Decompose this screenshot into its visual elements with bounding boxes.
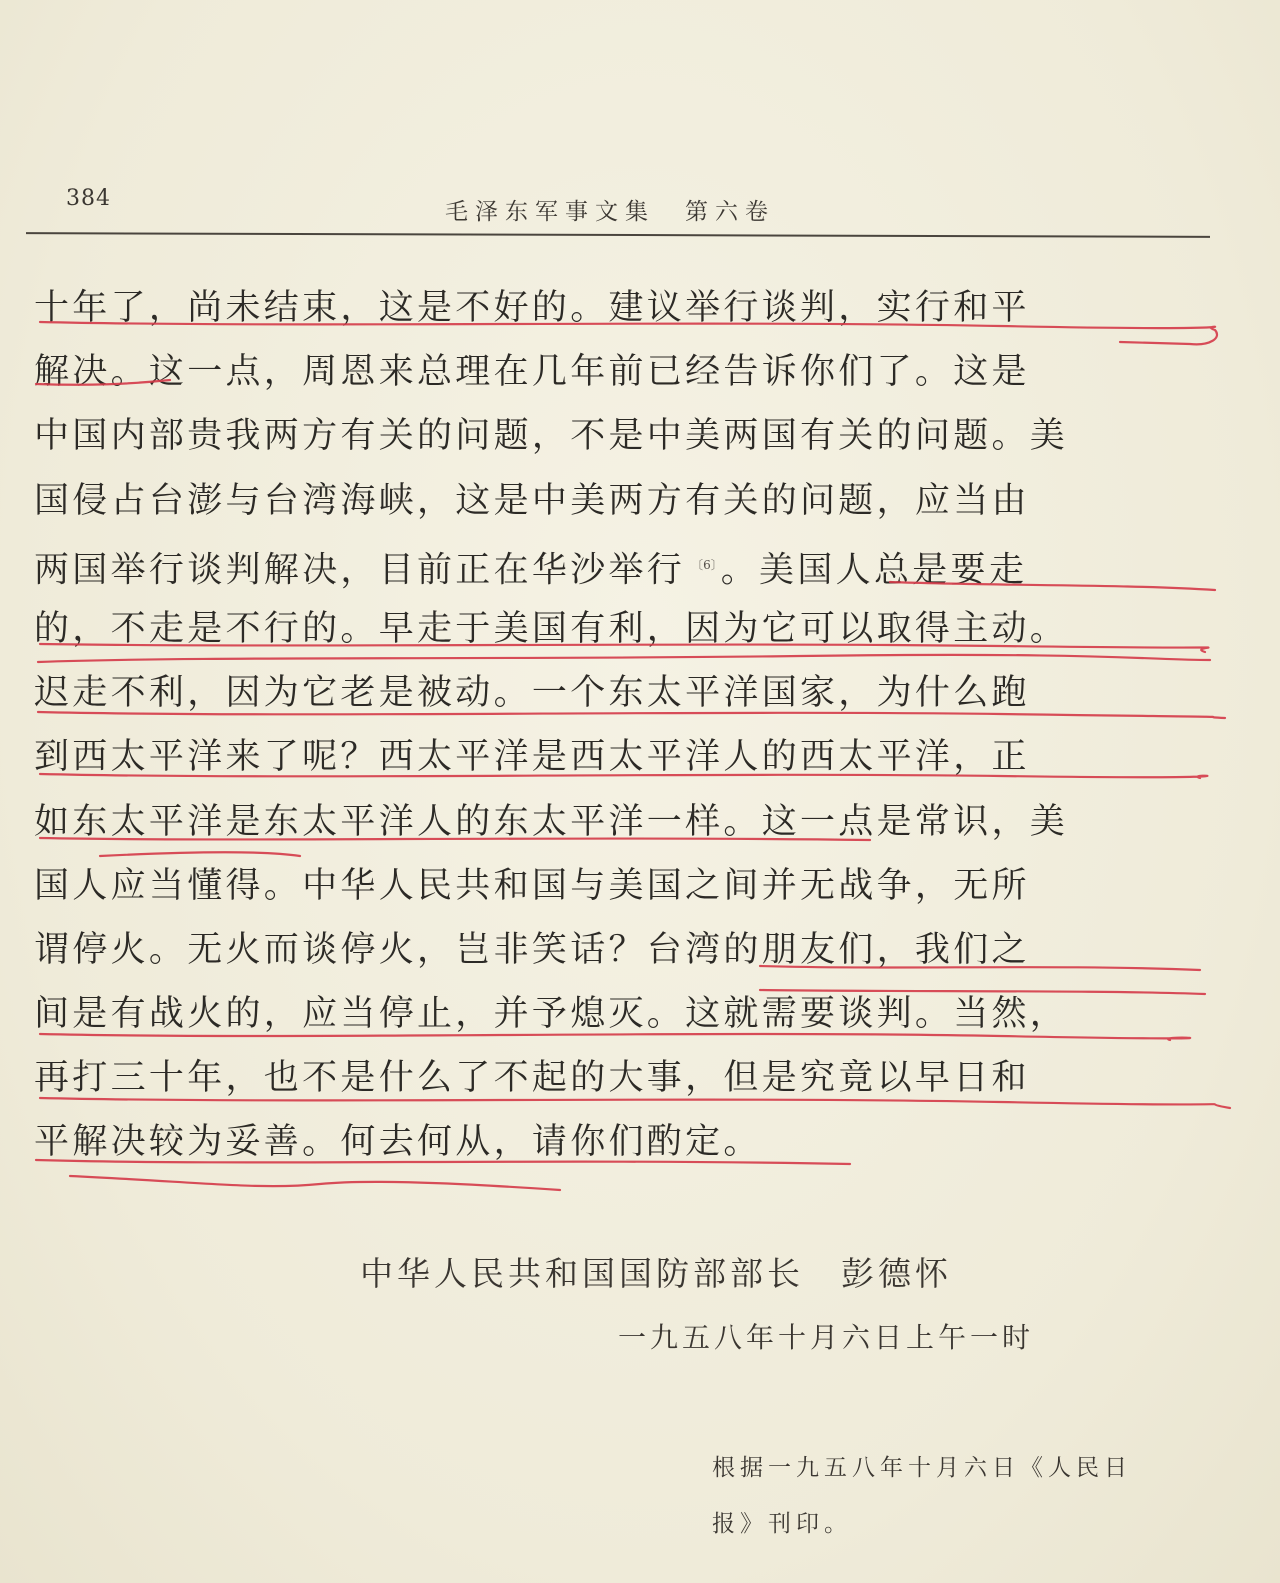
text-line: 谓停火。无火而谈停火，岂非笑话？台湾的朋友们，我们之 <box>34 929 1030 970</box>
text-line: 平解决较为妥善。何去何从，请你们酌定。 <box>34 1122 762 1163</box>
text-line: 再打三十年，也不是什么了不起的大事，但是究竟以早日和 <box>34 1058 1030 1099</box>
body-text <box>34 276 1214 1175</box>
source-note <box>712 1440 1212 1552</box>
text-line: 十年了，尚未结束，这是不好的。建议举行谈判，实行和平 <box>34 288 1030 328</box>
footnote-marker: 〔6〕 <box>691 557 717 572</box>
header-rule <box>26 232 1210 238</box>
running-head-title: 毛泽东军事文集 第六卷 <box>445 199 775 225</box>
signature-line: 中华人民共和国国防部部长 彭德怀 <box>360 1254 952 1293</box>
underline-stroke <box>70 1176 560 1190</box>
text-line <box>34 533 1214 597</box>
text-line-segment: 。美国人总是要走 <box>720 550 1028 591</box>
text-line-segment: 两国举行谈判解决，目前正在华沙举行 <box>34 550 686 591</box>
text-line: 间是有战火的，应当停止，并予熄灭。这就需要谈判。当然， <box>34 994 1069 1035</box>
text-line: 国侵占台澎与台湾海峡，这是中美两方有关的问题，应当由 <box>34 480 1030 521</box>
text-line: 国人应当懂得。中华人民共和国与美国之间并无战争，无所 <box>34 865 1030 906</box>
signature-date: 一九五八年十月六日上午一时 <box>618 1321 1035 1354</box>
text-line: 解决。这一点，周恩来总理在几年前已经告诉你们了。这是 <box>34 352 1030 393</box>
source-note-line: 根据一九五八年十月六日《人民日 <box>712 1455 1132 1481</box>
text-line: 的，不走是不行的。早走于美国有利，因为它可以取得主动。 <box>34 608 1069 649</box>
page-number: 384 <box>66 186 111 211</box>
text-line: 中国内部贵我两方有关的问题，不是中美两国有关的问题。美 <box>34 416 1069 457</box>
text-line: 如东太平洋是东太平洋人的东太平洋一样。这一点是常识，美 <box>34 801 1069 842</box>
source-note-line: 报》刊印。 <box>712 1511 852 1537</box>
text-line: 到西太平洋来了呢？西太平洋是西太平洋人的西太平洋，正 <box>34 737 1030 778</box>
text-line: 迟走不利，因为它老是被动。一个东太平洋国家，为什么跑 <box>34 673 1030 714</box>
